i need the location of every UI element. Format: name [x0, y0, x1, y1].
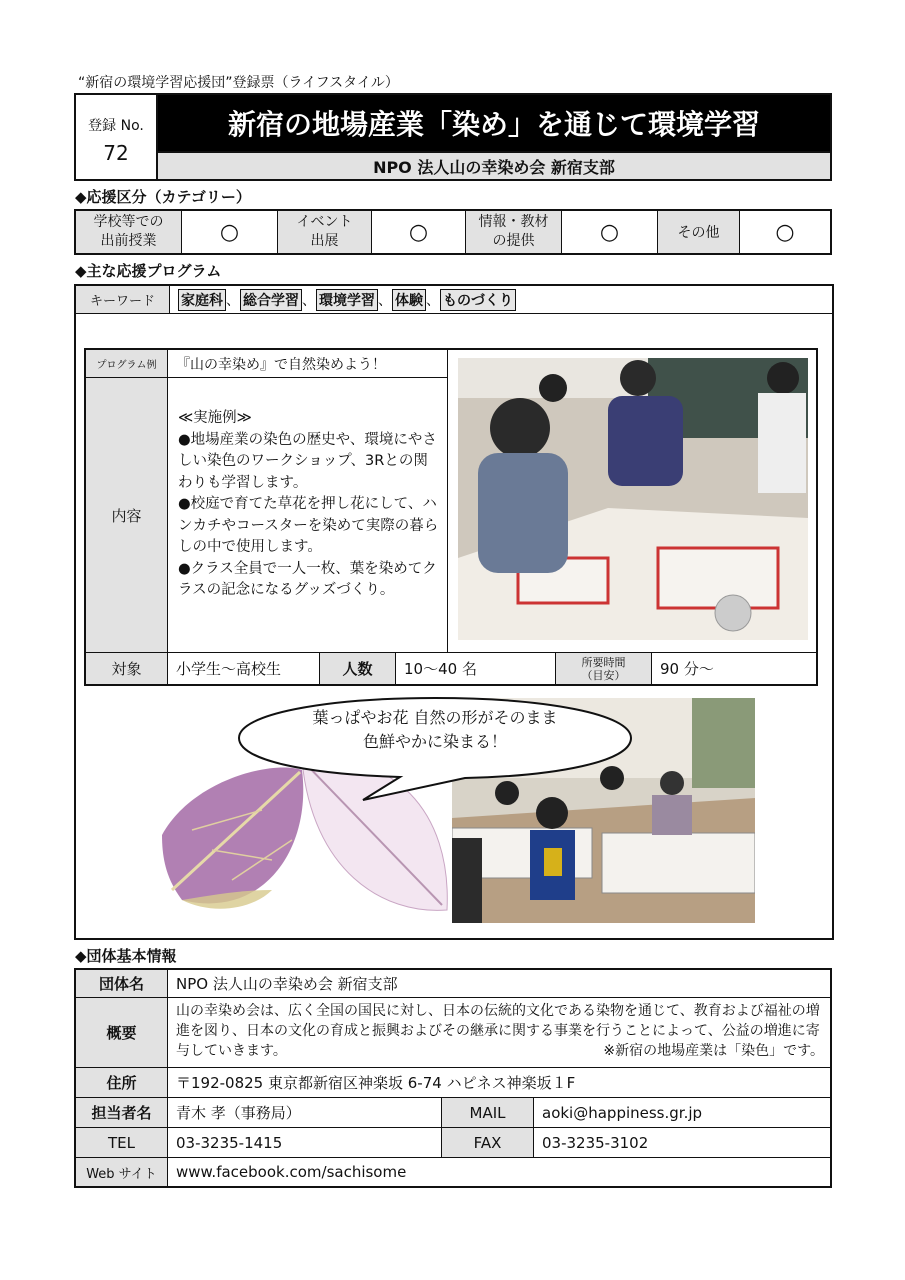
target-value: 小学生～高校生: [168, 653, 320, 684]
keyword-tag: 家庭科: [178, 289, 226, 311]
category-mark-materials: ○: [562, 211, 658, 253]
time-label: 所要時間 （目安）: [556, 653, 652, 684]
registration-label: 登録 No.: [88, 118, 144, 134]
org-web-label: Web サイト: [76, 1158, 168, 1186]
category-section-title: ◆応援区分（カテゴリー）: [75, 188, 251, 206]
org-address-label: 住所: [76, 1068, 168, 1098]
registration-box: [76, 95, 158, 179]
keyword-tag: 体験: [392, 289, 426, 311]
org-fax-label: FAX: [442, 1128, 534, 1158]
category-label-outreach: 学校等での 出前授業: [76, 211, 182, 253]
org-contact-label: 担当者名: [76, 1098, 168, 1128]
page-title: 新宿の地場産業「染め」を通じて環境学習: [158, 95, 830, 151]
org-tel-label: TEL: [76, 1128, 168, 1158]
count-label: 人数: [320, 653, 396, 684]
org-section-title: ◆団体基本情報: [75, 947, 177, 965]
org-tel-value: 03-3235-1415: [168, 1128, 442, 1158]
org-summary-note: ※新宿の地場産業は「染色」です。: [603, 1043, 824, 1059]
speech-bubble-text: 葉っぱやお花 自然の形がそのまま 色鮮やかに染まる！: [312, 708, 558, 751]
org-name-value: NPO 法人山の幸染め会 新宿支部: [168, 970, 830, 998]
content-label: 内容: [86, 378, 168, 652]
form-caption: “新宿の環境学習応援団”登録票（ライフスタイル）: [78, 75, 399, 91]
org-summary-label: 概要: [76, 998, 168, 1068]
category-label-other: その他: [658, 211, 740, 253]
keyword-separator: 、: [302, 292, 316, 309]
keyword-tag: 総合学習: [240, 289, 302, 311]
keyword-label: キーワード: [76, 286, 170, 313]
example-label: プログラム例: [86, 350, 168, 378]
org-mail-link[interactable]: aoki@happiness.gr.jp: [534, 1098, 830, 1128]
category-mark-event: ○: [372, 211, 466, 253]
workshop-photo: [458, 358, 808, 640]
organization-subtitle: NPO 法人山の幸染め会 新宿支部: [158, 151, 830, 179]
org-fax-value: 03-3235-3102: [534, 1128, 830, 1158]
keyword-list: [170, 286, 516, 313]
category-mark-outreach: ○: [182, 211, 278, 253]
content-text: ≪実施例≫ ●地場産業の染色の歴史や、環境にやさしい染色のワークショップ、3Rとの関わりも学習します。 ●校庭で育てた草花を押し花にして、ハンカチやコースターを染めて実際の暮らしの中で使用します。 ●クラス全員で一人一枚、葉を染めてクラスの記念になるグッズづくり。: [168, 378, 448, 652]
workshop-photo-illustration: [458, 358, 808, 640]
category-mark-other: ○: [775, 219, 795, 245]
org-mail-label: MAIL: [442, 1098, 534, 1128]
org-address-value: 〒192-0825 東京都新宿区神楽坂 6-74 ハピネス神楽坂１F: [168, 1068, 830, 1098]
time-value: 90 分～: [660, 660, 714, 678]
registration-number: 72: [103, 141, 129, 165]
target-label: 対象: [86, 653, 168, 684]
program-detail-row: [86, 652, 816, 684]
category-label-event: イベント 出展: [278, 211, 372, 253]
keyword-tag: ものづくり: [440, 289, 516, 311]
keyword-separator: 、: [378, 292, 392, 309]
category-table: [74, 209, 832, 255]
org-web-link[interactable]: www.facebook.com/sachisome: [176, 1163, 407, 1181]
org-summary-text: 山の幸染め会は、広く全国の国民に対し、日本の伝統的文化である染物を通じて、教育および福祉の増進を図り、日本の文化の育成と振興およびその継承に関する事業を行うことによって、公益の増進に寄与していきます。: [176, 1003, 820, 1059]
org-summary-cell: [168, 998, 830, 1068]
org-contact-value: 青木 孝（事務局）: [168, 1098, 442, 1128]
program-section-title: ◆主な応援プログラム: [75, 262, 222, 280]
keyword-row: [76, 286, 832, 314]
org-name-label: 団体名: [76, 970, 168, 998]
example-title: 『山の幸染め』で自然染めよう！: [168, 350, 448, 378]
category-label-materials: 情報・教材 の提供: [466, 211, 562, 253]
keyword-separator: 、: [426, 292, 440, 309]
keyword-separator: 、: [226, 292, 240, 309]
count-value: 10～40 名: [396, 653, 556, 684]
speech-bubble: [235, 694, 635, 804]
keyword-tag: 環境学習: [316, 289, 378, 311]
